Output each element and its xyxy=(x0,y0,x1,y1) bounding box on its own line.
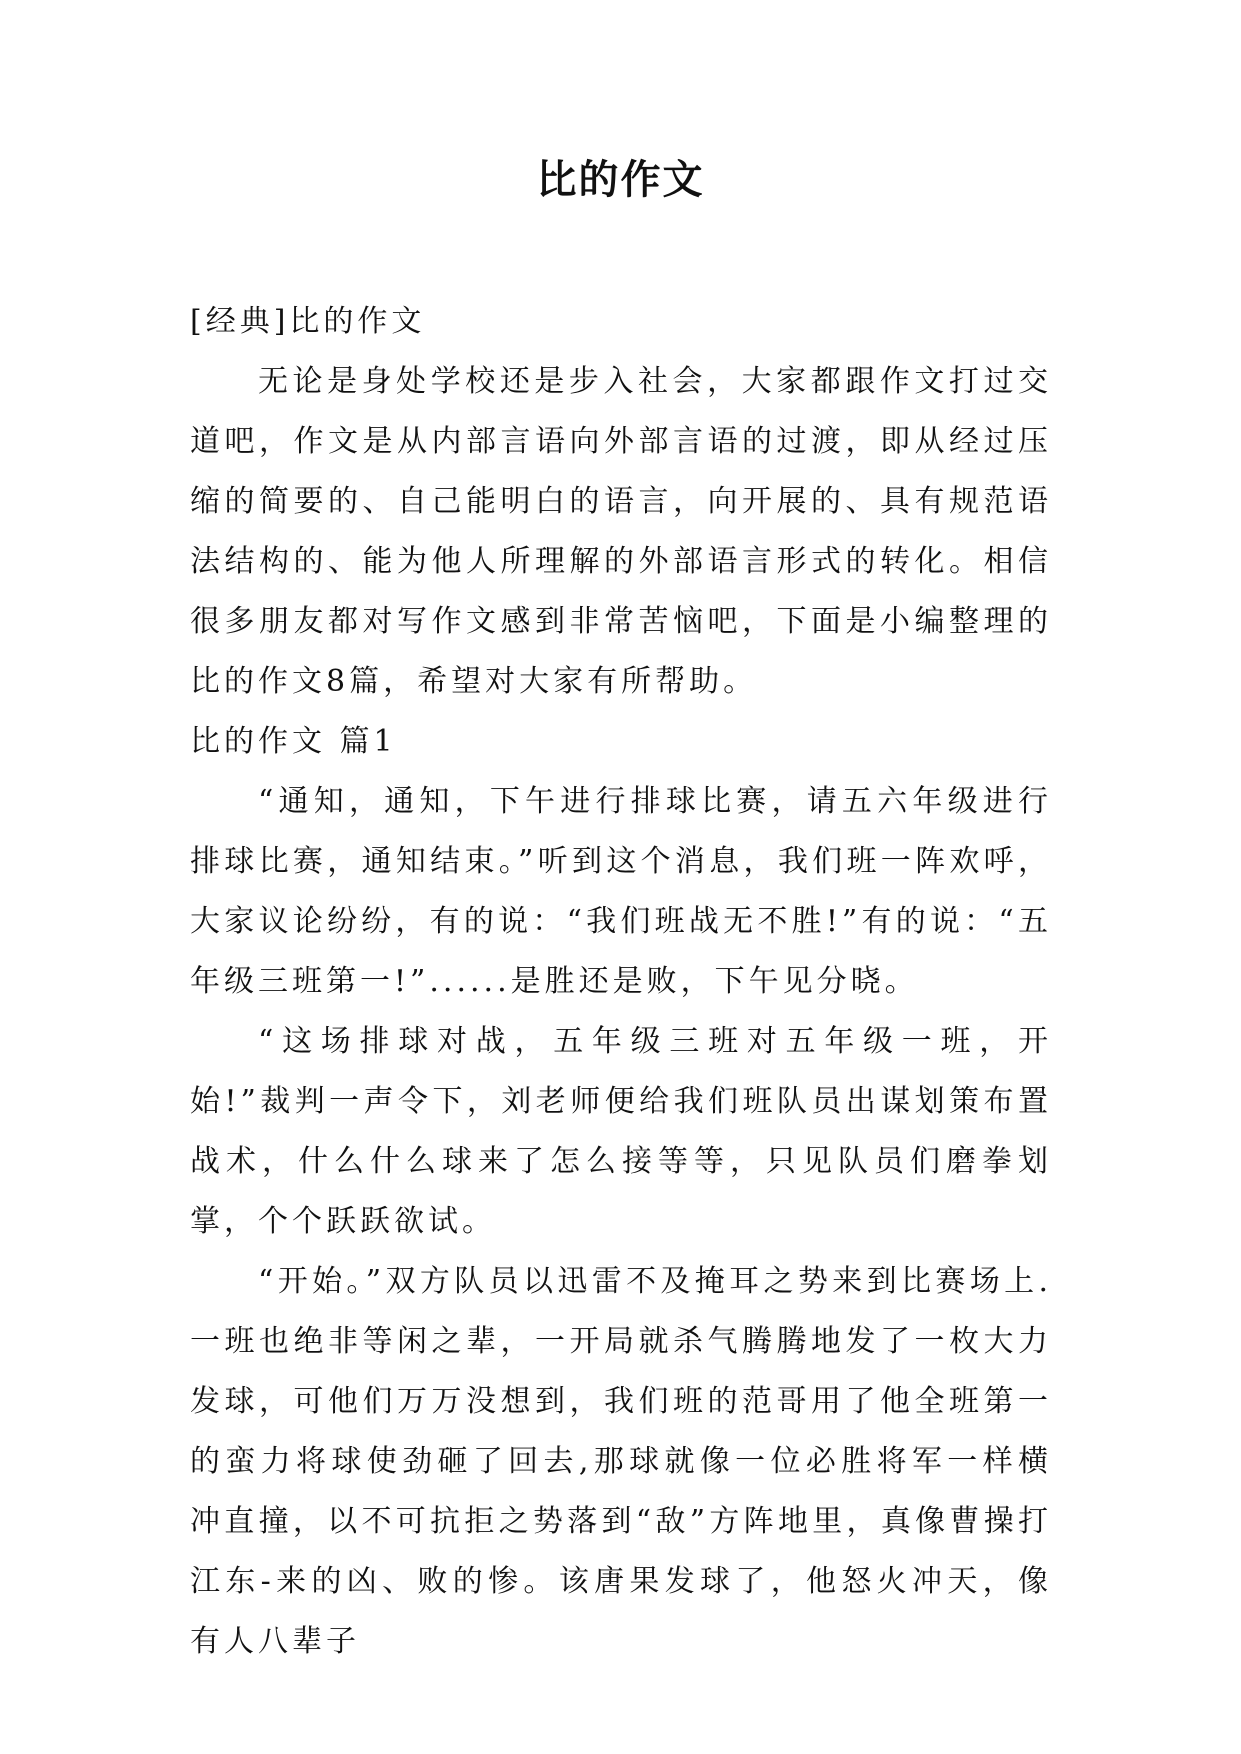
document-title: 比的作文 xyxy=(536,157,705,203)
intro-paragraph: 无论是身处学校还是步入社会，大家都跟作文打过交道吧，作文是从内部言语向外部言语的过渡，即从经过压缩的简要的、自己能明白的语言，向开展的、具有规范语法结构的、能为他人所理解的外部语言形式的转化。相信很多朋友都对写作文感到非常苦恼吧，下面是小编整理的比的作文8篇，希望对大家有所帮助。 xyxy=(190,364,1052,699)
section-paragraph-1: “通知，通知，下午进行排球比赛，请五六年级进行排球比赛，通知结束。”听到这个消息，我们班一阵欢呼，大家议论纷纷，有的说：“我们班战无不胜!”有的说：“五年级三班第一!”......是胜还是败，下午见分晓。 xyxy=(190,784,1052,999)
section-heading: 比的作文 篇1 xyxy=(190,724,397,759)
section-paragraph-3: “开始。”双方队员以迅雷不及掩耳之势来到比赛场上.一班也绝非等闲之辈，一开局就杀气腾腾地发了一枚大力发球，可他们万万没想到，我们班的范哥用了他全班第一的蛮力将球使劲砸了回去,那球就像一位必胜将军一样横冲直撞，以不可抗拒之势落到“敌”方阵地里，真像曹操打江东-来的凶、败的惨。该唐果发球了，他怒火冲天，像有人八辈子 xyxy=(190,1264,1052,1659)
document-subtitle: [经典]比的作文 xyxy=(190,304,426,339)
document-body xyxy=(190,292,1052,1672)
section-paragraph-2: “这场排球对战，五年级三班对五年级一班，开始!”裁判一声令下，刘老师便给我们班队员出谋划策布置战术，什么什么球来了怎么接等等，只见队员们磨拳划掌，个个跃跃欲试。 xyxy=(190,1024,1052,1239)
